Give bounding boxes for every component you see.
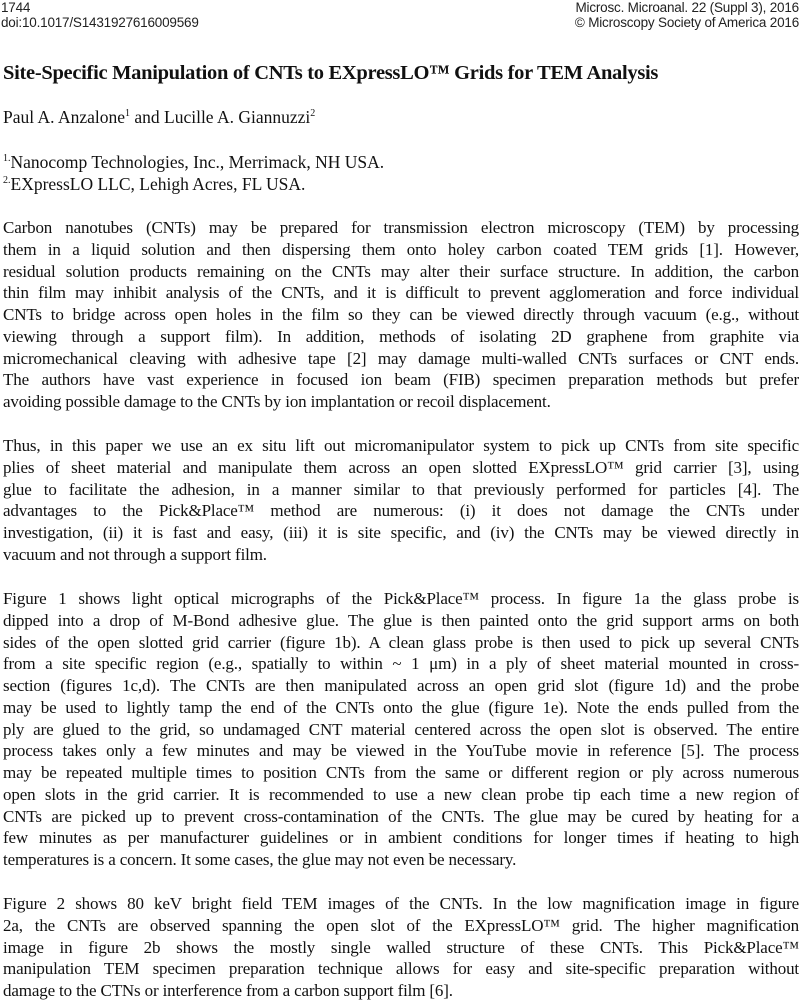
copyright: © Microscopy Society of America 2016	[574, 15, 799, 30]
text-line: CNTs are picked up to prevent cross-contamination of the CNTs. The glue may be cured by heating for a	[3, 806, 799, 826]
text-line: open slots in the grid carrier. It is recommended to use a new clean probe tip each time a new region of	[3, 784, 799, 804]
text-line: investigation, (ii) it is fast and easy, (iii) it is site specific, and (iv) the CNTs may be viewed directly in	[3, 523, 799, 542]
affiliation-marker: 2.	[3, 175, 11, 186]
paragraph-figure-1	[3, 588, 799, 871]
text-line: may be used to lightly tamp the end of the CNTs onto the glue (figure 1e). Note the ends pulled from the	[3, 697, 799, 717]
text-line: Figure 1 shows light optical micrographs of the Pick&Place™ process. In figure 1a the glass probe is	[3, 589, 799, 608]
journal-citation: Microsc. Microanal. 22 (Suppl 3), 2016	[575, 0, 799, 15]
paragraph-figure-2	[3, 893, 799, 1002]
text-line: from a site specific region (e.g., spatially to within ~ 1 μm) in a ply of sheet material mounted in cross-	[3, 654, 799, 674]
doi: doi:10.1017/S1431927616009569	[1, 15, 199, 30]
text-line: sides of the open slotted grid carrier (figure 1b). A clean glass probe is then used to pick up several CNTs	[3, 632, 799, 652]
text-line: 2a, the CNTs are observed spanning the open slot of the EXpressLO™ grid. The higher magnification	[3, 915, 799, 935]
paragraph-intro	[3, 217, 799, 413]
author-2: and Lucille A. Giannuzzi	[130, 107, 311, 127]
text-line: Figure 2 shows 80 keV bright field TEM images of the CNTs. In the low magnification image in figure	[3, 894, 799, 913]
text-line: Carbon nanotubes (CNTs) may be prepared for transmission electron microscopy (TEM) by processing	[3, 218, 799, 237]
text-line: section (figures 1c,d). The CNTs are then manipulated across an open grid slot (figure 1d) and the probe	[3, 676, 799, 695]
text-line: vacuum and not through a support film.	[3, 544, 267, 564]
authors	[3, 107, 315, 128]
text-line: viewing through a support film). In addition, methods of isolating 2D graphene from graphite via	[3, 326, 799, 346]
text-line: plies of sheet material and manipulate them across an open slotted EXpressLO™ grid carrier [3], using	[3, 457, 799, 477]
text-line: manipulation TEM specimen preparation technique allows for easy and site-specific preparation without	[3, 959, 799, 979]
affiliation-1	[3, 152, 384, 173]
text-line: advantages to the Pick&Place™ method are numerous: (i) it does not damage the CNTs under	[3, 501, 799, 521]
author-1-affiliation: 1	[125, 108, 130, 119]
text-line: may be repeated multiple times to position CNTs from the same or different region or ply across numerous	[3, 763, 799, 782]
author-1: Paul A. Anzalone	[3, 107, 125, 127]
text-line: dipped into a drop of M-Bond adhesive glue. The glue is then painted onto the grid support arms on both	[3, 610, 799, 630]
paragraph-method	[3, 435, 799, 566]
text-line: avoiding possible damage to the CNTs by ion implantation or recoil displacement.	[3, 392, 551, 411]
affiliation-text: EXpressLO LLC, Lehigh Acres, FL USA.	[10, 174, 306, 194]
text-line: them in a liquid solution and then dispersing them onto holey carbon coated TEM grids [1]. However,	[3, 239, 799, 259]
text-line: process takes only a few minutes and may be viewed in the YouTube movie in reference [5]. The process	[3, 741, 799, 761]
text-line: damage to the CTNs or interference from a carbon support film [6].	[3, 981, 453, 1000]
author-2-affiliation: 2	[310, 108, 316, 119]
text-line: ply are glued to the grid, so undamaged CNT material centered across the open slot is observed. The entire	[3, 719, 799, 739]
affiliation-marker: 1.	[3, 153, 11, 164]
text-line: micromechanical cleaving with adhesive tape [2] may damage multi-walled CNTs surfaces or CNT ends.	[3, 348, 799, 368]
text-line: temperatures is a concern. It some cases, the glue may not even be necessary.	[3, 850, 517, 869]
text-line: residual solution products remaining on the CNTs may alter their surface structure. In addition, the carbon	[3, 261, 799, 281]
text-line: Thus, in this paper we use an ex situ lift out micromanipulator system to pick up CNTs from site specific	[3, 436, 799, 455]
affiliation-2	[3, 174, 305, 195]
paper-title: Site-Specific Manipulation of CNTs to EXpressLO™ Grids for TEM Analysis	[3, 62, 659, 84]
text-line: image in figure 2b shows the mostly single walled structure of these CNTs. This Pick&Place™	[3, 937, 799, 957]
page-number: 1744	[1, 0, 31, 15]
text-line: CNTs to bridge across open holes in the film so they can be viewed directly through vacuum (e.g., without	[3, 305, 799, 324]
affiliation-text: Nanocomp Technologies, Inc., Merrimack, NH USA.	[10, 152, 385, 172]
text-line: few minutes as per manufacturer guidelines or in ambient conditions for longer times if heating to high	[3, 828, 799, 848]
text-line: thin film may inhibit analysis of the CNTs, and it is difficult to prevent agglomeration and force individual	[3, 283, 799, 303]
text-line: The authors have vast experience in focused ion beam (FIB) specimen preparation methods but prefer	[3, 370, 799, 390]
text-line: glue to facilitate the adhesion, in a manner similar to that previously performed for particles [4]. The	[3, 479, 799, 499]
